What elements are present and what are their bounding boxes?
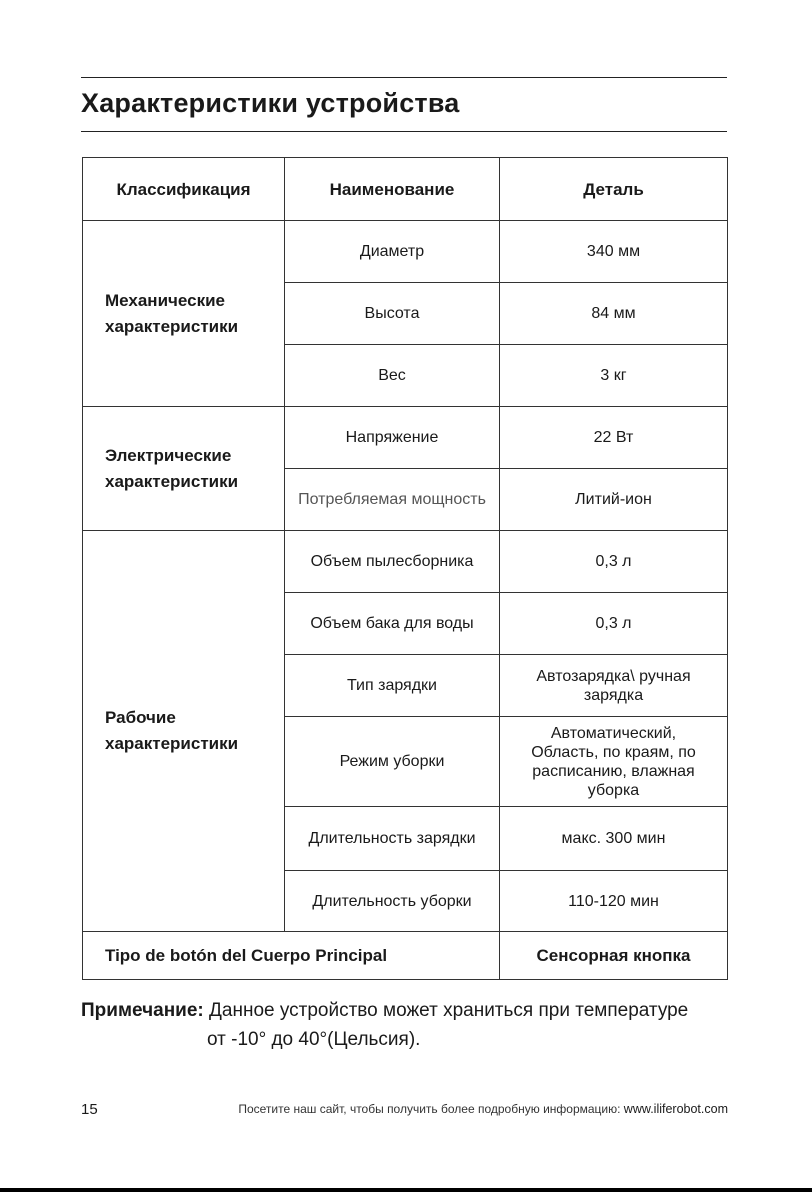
page-title: Характеристики устройства — [81, 88, 460, 118]
spec-name: Объем пылесборника — [285, 531, 500, 593]
header-classification: Классификация — [83, 158, 285, 221]
table-header-row — [83, 158, 728, 221]
spec-name: Диаметр — [285, 221, 500, 283]
table-row — [83, 407, 728, 469]
spec-detail: 110-120 мин — [500, 871, 728, 932]
category-mechanical: Механические характеристики — [83, 221, 285, 407]
footer-text: Посетите наш сайт, чтобы получить более подробную информацию: — [238, 1102, 621, 1116]
spec-name: Напряжение — [285, 407, 500, 469]
note-text-line1: Данное устройство может храниться при температуре — [209, 1000, 689, 1021]
spec-detail: 3 кг — [500, 345, 728, 407]
spec-detail: 84 мм — [500, 283, 728, 345]
spec-name: Высота — [285, 283, 500, 345]
table-row — [83, 221, 728, 283]
table-row — [83, 531, 728, 593]
page-number: 15 — [81, 1101, 98, 1118]
note-label: Примечание: — [81, 1000, 204, 1021]
spec-detail: макс. 300 мин — [500, 807, 728, 871]
bottom-edge-bar — [0, 1188, 812, 1192]
table-footer-row — [83, 932, 728, 980]
note-text-line2: от -10° до 40°(Цельсия). — [207, 1029, 421, 1050]
spec-name: Вес — [285, 345, 500, 407]
website-link[interactable]: www.iliferobot.com — [623, 1102, 728, 1116]
spec-detail: 0,3 л — [500, 531, 728, 593]
spec-name: Объем бака для воды — [285, 593, 500, 655]
spec-detail: 22 Вт — [500, 407, 728, 469]
button-type-label: Tipo de botón del Cuerpo Principal — [83, 932, 500, 980]
page-footer — [238, 1102, 728, 1116]
button-type-value: Сенсорная кнопка — [500, 932, 728, 980]
top-rule — [81, 77, 727, 78]
spec-detail: 340 мм — [500, 221, 728, 283]
header-detail: Деталь — [500, 158, 728, 221]
spec-table — [82, 157, 728, 980]
spec-name: Режим уборки — [285, 717, 500, 807]
spec-detail: Литий-ион — [500, 469, 728, 531]
spec-detail: Автоматический, Область, по краям, по расписанию, влажная уборка — [500, 717, 728, 807]
spec-name: Длительность уборки — [285, 871, 500, 932]
storage-note — [81, 996, 741, 1054]
category-operational: Рабочие характеристики — [83, 531, 285, 932]
header-name: Наименование — [285, 158, 500, 221]
spec-name: Тип зарядки — [285, 655, 500, 717]
title-underline — [81, 131, 727, 132]
spec-name: Длительность зарядки — [285, 807, 500, 871]
spec-detail: Автозарядка\ ручная зарядка — [500, 655, 728, 717]
category-electrical: Электрические характеристики — [83, 407, 285, 531]
spec-detail: 0,3 л — [500, 593, 728, 655]
spec-name: Потребляемая мощность — [285, 469, 500, 531]
